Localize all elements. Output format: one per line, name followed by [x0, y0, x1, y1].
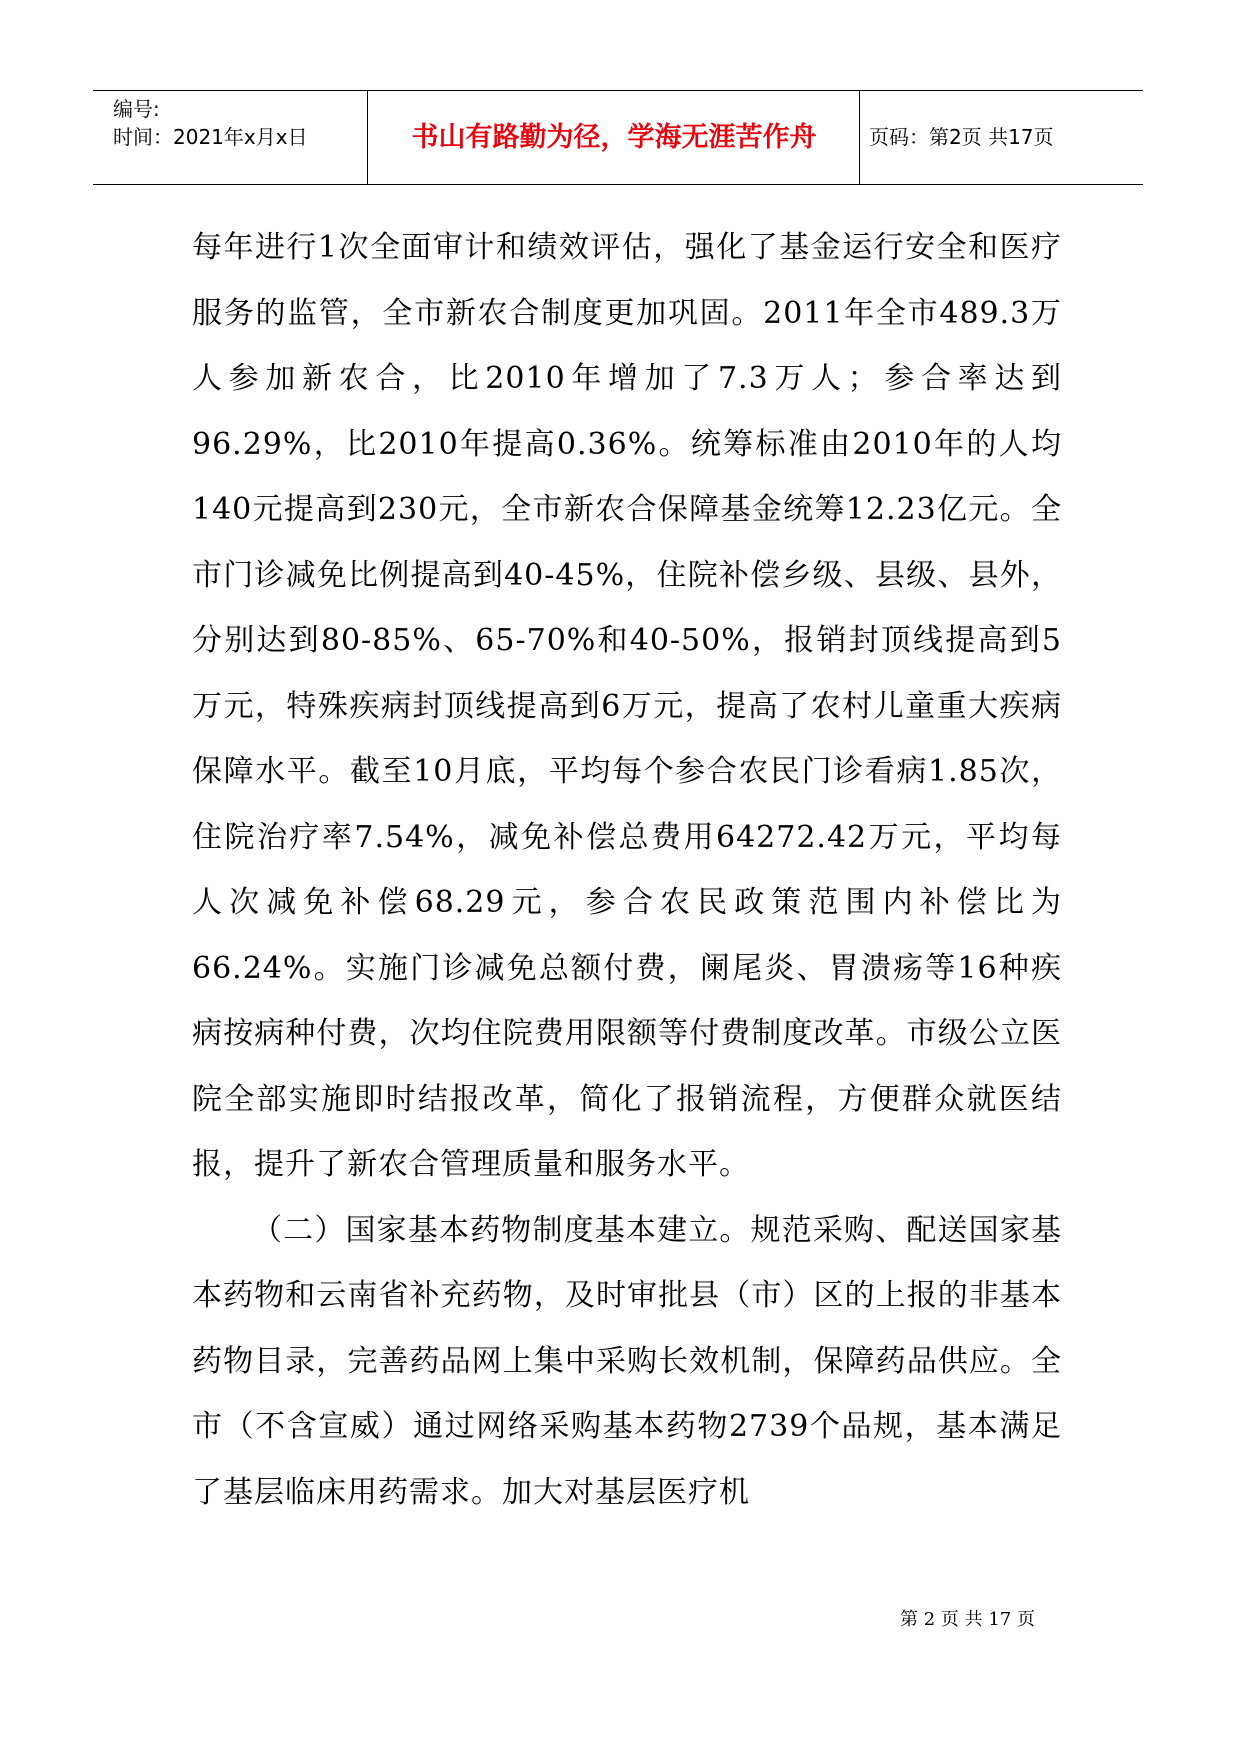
- header-motto: 书山有路勤为径，学海无涯苦作舟: [411, 122, 817, 153]
- footer-page-number: 第 2 页 共 17 页: [900, 1609, 1035, 1630]
- header-meta: [113, 95, 308, 151]
- header-divider-left: [367, 91, 368, 184]
- header-page-info: 页码：第2页 共17页: [869, 125, 1054, 149]
- header-divider-right: [859, 91, 860, 184]
- document-time-label: 时间：2021年x月x日: [113, 125, 308, 149]
- document-body: [192, 215, 1062, 1525]
- body-paragraph-1: 每年进行1次全面审计和绩效评估，强化了基金运行安全和医疗服务的监管，全市新农合制度更加巩固。2011年全市489.3万人参加新农合，比2010年增加了7.3万人；参合率达到96.29%，比2010年提高0.36%。统筹标准由2010年的人均140元提高到230元，全市新农合保障基金统筹12.23亿元。全市门诊减免比例提高到40-45%，住院补偿乡级、县级、县外，分别达到80-85%、65-70%和40-50%，报销封顶线提高到5万元，特殊疾病封顶线提高到6万元，提高了农村儿童重大疾病保障水平。截至10月底，平均每个参合农民门诊看病1.85次，住院治疗率7.54%，减免补偿总费用64272.42万元，平均每人次减免补偿68.29元，参合农民政策范围内补偿比为66.24%。实施门诊减免总额付费，阑尾炎、胃溃疡等16种疾病按病种付费，次均住院费用限额等付费制度改革。市级公立医院全部实施即时结报改革，简化了报销流程，方便群众就医结报，提升了新农合管理质量和服务水平。: [192, 230, 1062, 1182]
- document-header: [93, 90, 1143, 185]
- body-paragraph-2: （二）国家基本药物制度基本建立。规范采购、配送国家基本药物和云南省补充药物，及时审批县（市）区的上报的非基本药物目录，完善药品网上集中采购长效机制，保障药品供应。全市（不含宣威）通过网络采购基本药物2739个品规，基本满足了基层临床用药需求。加大对基层医疗机: [192, 1212, 1062, 1510]
- document-number-label: 编号:: [113, 97, 160, 121]
